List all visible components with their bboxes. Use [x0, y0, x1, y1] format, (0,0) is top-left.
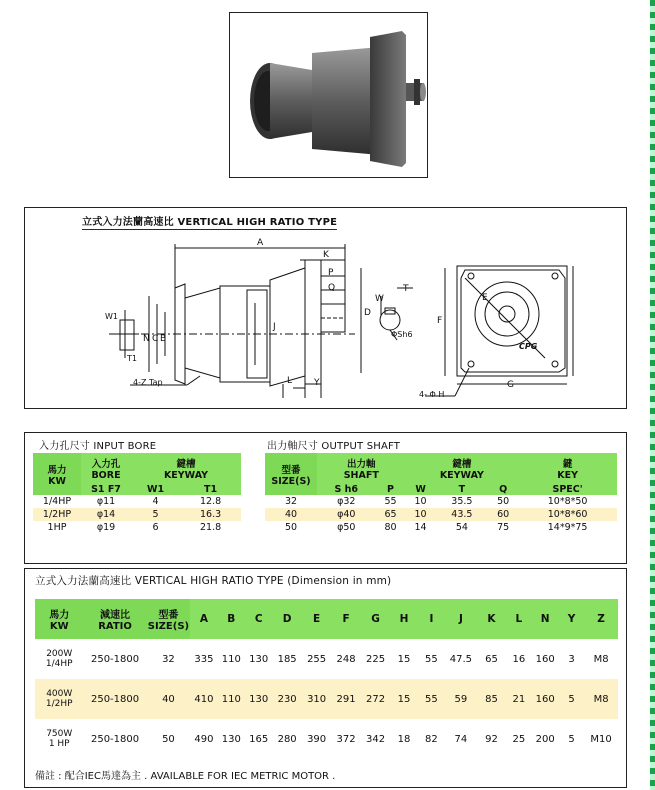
label-Y: Y — [314, 378, 320, 388]
dim-table-cell: 372 — [336, 733, 356, 745]
label-Z: 4-Z Tap — [133, 378, 163, 387]
dim-table-cell: 21 — [506, 679, 531, 719]
dim-table-cell: 18 — [397, 733, 411, 745]
label-Q: Q — [328, 283, 336, 293]
dim-table-cell: 335 — [194, 653, 214, 665]
dim-table-cell: 47.5 — [449, 653, 473, 665]
dim-header-cell: D — [272, 599, 301, 639]
label-A: A — [257, 238, 264, 248]
dim-table-cell: 310 — [302, 679, 331, 719]
dim-header-cell: 馬力 KW — [35, 599, 83, 639]
drawing-title: 立式入力法蘭高速比 VERTICAL HIGH RATIO TYPE — [82, 213, 337, 230]
sub-spec: SPEC' — [518, 483, 617, 495]
dimension-title: 立式入力法蘭高速比 VERTICAL HIGH RATIO TYPE (Dimension in mm) — [35, 575, 392, 587]
dimension-table-panel — [24, 568, 627, 788]
input-bore-table — [33, 453, 241, 534]
dim-table-cell: 255 — [307, 653, 327, 665]
dim-table-cell: 250-1800 — [90, 733, 140, 745]
col-shaft: 出力軸 SHAFT — [317, 453, 406, 483]
table-cell: 54 — [455, 522, 468, 533]
label-J: J — [273, 322, 276, 332]
dim-table-cell: 40 — [147, 679, 191, 719]
table-cell: 50 — [284, 522, 298, 533]
dim-table-cell: 5 — [559, 679, 584, 719]
dim-header-cell: A — [190, 599, 217, 639]
table-cell: 80 — [384, 522, 397, 533]
dim-table-cell: 15 — [390, 679, 417, 719]
label-E: E — [482, 293, 488, 303]
table-cell: 40 — [265, 508, 317, 521]
label-T1: T1 — [127, 354, 137, 363]
sub-w: W — [406, 483, 436, 495]
table-cell: 16.3 — [180, 508, 241, 521]
page-edge-decoration — [650, 0, 655, 790]
cpg-logo: CPG — [519, 342, 538, 351]
table-cell: 32 — [284, 496, 298, 507]
table-cell: 65 — [375, 508, 405, 521]
sub-sh6: S h6 — [317, 483, 375, 495]
dim-table-cell: 59 — [445, 679, 477, 719]
label-K: K — [323, 250, 329, 260]
table-cell: 14 — [414, 522, 427, 533]
table-cell: φ14 — [81, 508, 131, 521]
label-C: C — [152, 334, 159, 344]
dim-header-cell: K — [477, 599, 506, 639]
dim-table-cell: 342 — [366, 733, 386, 745]
sub-t: T — [436, 483, 489, 495]
dim-table-cell: 160 — [535, 653, 555, 665]
col-size: 型番 SIZE(S) — [265, 453, 317, 495]
dim-header-cell: 型番 SIZE(S) — [147, 599, 191, 639]
dim-table-cell: 5 — [568, 733, 575, 745]
dim-table-cell: 55 — [425, 653, 438, 665]
label-W: W — [375, 294, 384, 304]
dim-table-cell: 490 — [194, 733, 214, 745]
table-cell: φ32 — [337, 496, 356, 507]
dim-table-cell: 160 — [531, 679, 558, 719]
label-F: F — [437, 316, 443, 326]
dim-table-cell: 410 — [190, 679, 217, 719]
dim-table-cell: 130 — [245, 679, 272, 719]
dim-table-cell: 32 — [162, 653, 175, 665]
table-cell: 21.8 — [199, 522, 222, 533]
col-key: 鍵 KEY — [518, 453, 617, 483]
dim-header-cell: N — [531, 599, 558, 639]
col-kw: 馬力 KW — [33, 453, 81, 495]
dim-table-cell: 16 — [512, 653, 526, 665]
dim-table-cell: 165 — [249, 733, 269, 745]
dim-header-cell: I — [418, 599, 445, 639]
dim-table-cell: 185 — [277, 653, 297, 665]
label-L: L — [287, 376, 293, 386]
dimension-drawing-panel — [24, 207, 627, 409]
dim-header-cell: 減速比 RATIO — [83, 599, 146, 639]
dim-table-cell: 280 — [277, 733, 297, 745]
dimension-table — [35, 599, 618, 759]
table-cell: 6 — [152, 522, 159, 533]
dim-table-cell: 400W 1/2HP — [35, 679, 83, 719]
sub-s1f7: S1 F7 — [81, 483, 131, 495]
dim-table-cell: 92 — [485, 733, 498, 745]
table-cell: 1HP — [47, 522, 67, 533]
label-H: 4- Φ H — [419, 390, 445, 399]
dim-table-cell: 272 — [361, 679, 390, 719]
dim-header-cell: F — [331, 599, 360, 639]
table-cell: 10*8*50 — [547, 496, 588, 507]
dim-table-cell: 250-1800 — [90, 653, 140, 665]
dim-header-cell: E — [302, 599, 331, 639]
label-B: B — [160, 334, 167, 344]
product-photo — [229, 12, 428, 178]
dim-table-cell: 82 — [425, 733, 438, 745]
table-cell: 10*8*60 — [518, 508, 617, 521]
table-cell: 43.5 — [436, 508, 489, 521]
bore-shaft-panel — [24, 432, 627, 564]
table-cell: 4 — [152, 496, 159, 507]
dim-table-cell: 130 — [221, 733, 241, 745]
table-cell: φ40 — [317, 508, 375, 521]
sub-t1: T1 — [180, 483, 241, 495]
dim-header-cell: B — [218, 599, 245, 639]
output-shaft-table — [265, 453, 617, 534]
dim-table-cell: M8 — [584, 679, 618, 719]
dim-header-cell: H — [390, 599, 417, 639]
dim-table-cell: 225 — [366, 653, 386, 665]
dim-header-cell: Z — [584, 599, 618, 639]
table-cell: φ11 — [96, 496, 116, 507]
table-cell: 10 — [406, 508, 436, 521]
table-cell: 35.5 — [451, 496, 473, 507]
table-cell: 1/2HP — [33, 508, 81, 521]
dim-table-cell: 291 — [331, 679, 360, 719]
footnote: 備註 : 配合IEC馬達為主 . AVAILABLE FOR IEC METRIC MOTOR . — [35, 771, 336, 782]
sub-w1: W1 — [131, 483, 180, 495]
dim-table-cell: 50 — [162, 733, 175, 745]
label-W1: W1 — [105, 312, 118, 321]
table-cell: 10 — [414, 496, 427, 507]
col-keyway: 鍵槽 KEYWAY — [406, 453, 519, 483]
dim-table-cell: 390 — [307, 733, 327, 745]
dim-table-cell: 200 — [535, 733, 555, 745]
label-G: G — [507, 380, 514, 390]
sub-p: P — [375, 483, 405, 495]
dim-table-cell: 25 — [512, 733, 526, 745]
dim-table-cell: M10 — [590, 733, 612, 745]
dim-table-cell: M8 — [593, 653, 609, 665]
dim-table-cell: 200W 1/4HP — [45, 649, 73, 669]
table-cell: 5 — [131, 508, 180, 521]
dim-header-cell: C — [245, 599, 272, 639]
table-cell: φ19 — [96, 522, 116, 533]
dim-table-cell: 110 — [221, 653, 241, 665]
dim-table-cell: 230 — [272, 679, 301, 719]
dim-header-cell: L — [506, 599, 531, 639]
dim-table-cell: 65 — [485, 653, 498, 665]
table-cell: 60 — [488, 508, 518, 521]
col-keyway: 鍵槽 KEYWAY — [131, 453, 241, 483]
dim-table-cell: 74 — [454, 733, 468, 745]
side-view-drawing — [25, 208, 626, 408]
sub-q: Q — [488, 483, 518, 495]
dim-table-cell: 15 — [397, 653, 411, 665]
table-cell: 14*9*75 — [547, 522, 588, 533]
table-cell: 50 — [497, 496, 510, 507]
table-cell: φ50 — [337, 522, 356, 533]
label-Sh6: ΦSh6 — [391, 330, 413, 339]
dim-table-cell: 248 — [336, 653, 356, 665]
dim-table-cell: 750W 1 HP — [46, 729, 73, 749]
dim-table-cell: 250-1800 — [83, 679, 146, 719]
dim-table-cell: 85 — [477, 679, 506, 719]
table-cell: 75 — [497, 522, 510, 533]
dim-table-cell: 130 — [249, 653, 269, 665]
label-N: N — [143, 334, 150, 344]
output-shaft-title: 出力軸尺寸 OUTPUT SHAFT — [267, 441, 401, 452]
table-cell: 1/4HP — [42, 496, 72, 507]
col-bore: 入力孔 BORE — [81, 453, 131, 483]
dim-table-cell: 3 — [568, 653, 575, 665]
label-P: P — [328, 268, 334, 278]
input-bore-title: 入力孔尺寸 INPUT BORE — [39, 441, 157, 452]
label-D: D — [364, 308, 371, 318]
dim-table-cell: 55 — [418, 679, 445, 719]
table-cell: 55 — [384, 496, 397, 507]
dim-table-cell: 110 — [218, 679, 245, 719]
dim-header-cell: G — [361, 599, 390, 639]
dim-header-cell: J — [445, 599, 477, 639]
table-cell: 12.8 — [199, 496, 222, 507]
dim-header-cell: Y — [559, 599, 584, 639]
label-T: T — [403, 284, 409, 294]
